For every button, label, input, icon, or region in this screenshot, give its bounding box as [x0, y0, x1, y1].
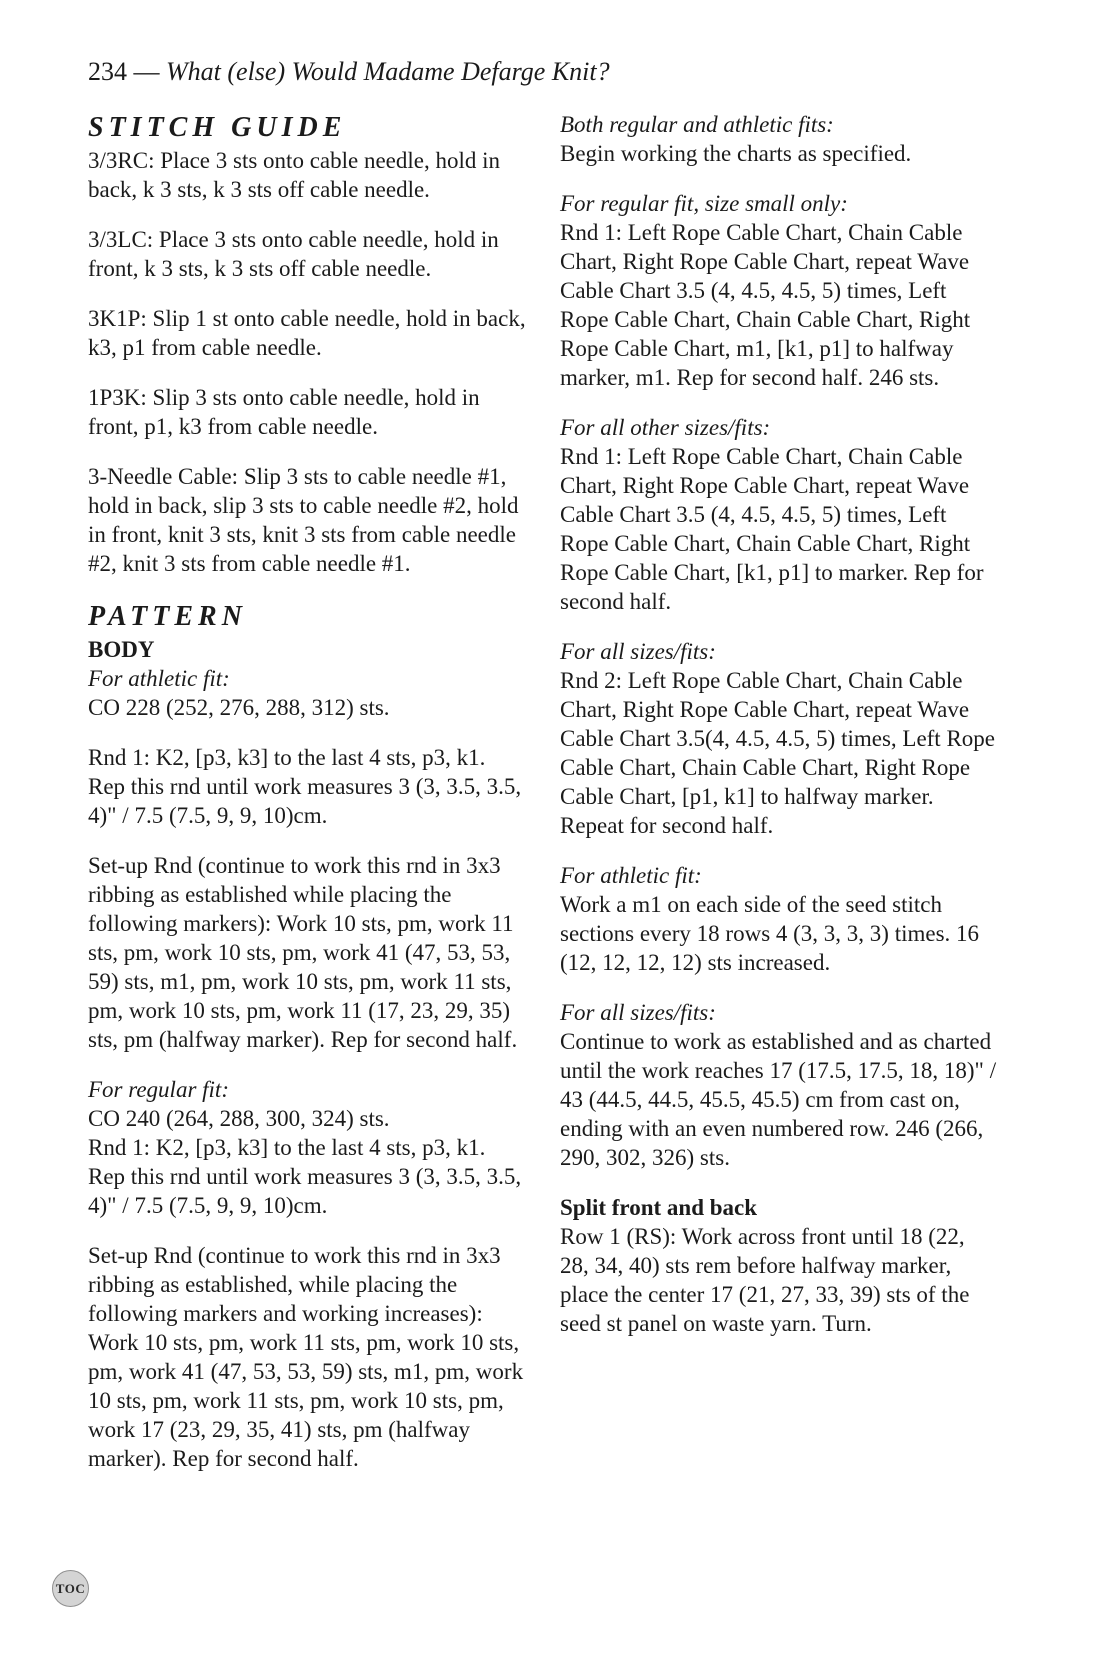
stitch-def-3-needle-cable: 3-Needle Cable: Slip 3 sts to cable needle #1, hold in back, slip 3 sts to cable needle #2, hold in front, knit 3 sts, knit 3 sts from cable needle #2, knit 3 sts from cable needle #1. [88, 464, 519, 576]
running-header [88, 56, 1060, 88]
athletic-fit-cast-on-block [88, 664, 526, 722]
athletic-fit-setup-rnd: Set-up Rnd (continue to work this rnd in 3x3 ribbing as established while placing the following markers): Work 10 sts, pm, work 11 sts, pm, work 10 sts, pm, work 41 (47, 53, 53, 59) sts, m1, pm, work 10 sts, pm, work 11 sts, pm, work 10 sts, pm, work 11 (17, 23, 29, 35) sts, pm (halfway marker). Rep for second half. [88, 853, 518, 1052]
two-column-layout [88, 110, 1060, 1473]
header-separator: — [127, 57, 166, 86]
other-sizes-block [560, 413, 998, 616]
body-subheading: BODY [88, 637, 155, 662]
both-fits-block [560, 110, 998, 168]
all-sizes-rnd2-block [560, 637, 998, 840]
both-fits-lead: Both regular and athletic fits: [560, 112, 834, 137]
toc-button[interactable] [52, 1570, 89, 1607]
continue-work-text: Continue to work as established and as charted until the work reaches 17 (17.5, 17.5, 18, 18)" / 43 (44.5, 44.5, 45.5, 45.5) cm from cast on, ending with an even numbered row. 246 (266, 290, 302, 326) sts. [560, 1029, 997, 1170]
athletic-fit-lead: For athletic fit: [88, 666, 230, 691]
stitch-def-3k1p: 3K1P: Slip 1 st onto cable needle, hold in back, k3, p1 from cable needle. [88, 306, 526, 360]
regular-fit-cast-on: CO 240 (264, 288, 300, 324) sts. [88, 1106, 390, 1131]
regular-small-lead: For regular fit, size small only: [560, 191, 848, 216]
split-front-back-text: Row 1 (RS): Work across front until 18 (22, 28, 34, 40) sts rem before halfway marker, place the center 17 (21, 27, 33, 39) sts of the seed st panel on waste yarn. Turn. [560, 1224, 970, 1336]
split-front-back-heading: Split front and back [560, 1195, 758, 1220]
both-fits-text: Begin working the charts as specified. [560, 141, 912, 166]
athletic-increase-lead: For athletic fit: [560, 863, 702, 888]
regular-small-text: Rnd 1: Left Rope Cable Chart, Chain Cable Chart, Right Rope Cable Chart, repeat Wave Cable Chart 3.5 (4, 4.5, 4.5, 5) times, Left Rope Cable Chart, Chain Cable Chart, Right Rope Cable Chart, m1, [k1, p1] to halfway marker, m1. Rep for second half. 246 sts. [560, 220, 971, 390]
toc-button-label: TOC [55, 1580, 86, 1596]
continue-work-block [560, 998, 998, 1172]
regular-small-block [560, 189, 998, 392]
athletic-increase-block [560, 861, 998, 977]
all-sizes-rnd2-lead: For all sizes/fits: [560, 639, 716, 664]
left-column [88, 110, 526, 1473]
athletic-increase-text: Work a m1 on each side of the seed stitch sections every 18 rows 4 (3, 3, 3, 3) times. 16 (12, 12, 12, 12) sts increased. [560, 892, 980, 975]
all-sizes-rnd2-text: Rnd 2: Left Rope Cable Chart, Chain Cable Chart, Right Rope Cable Chart, repeat Wave Cable Chart 3.5(4, 4.5, 4.5, 5) times, Left Rope Cable Chart, Chain Cable Chart, Right Rope Cable Chart, [p1, k1] to halfway marker. Repeat for second half. [560, 668, 996, 838]
page-number: 234 [88, 57, 127, 86]
athletic-fit-cast-on: CO 228 (252, 276, 288, 312) sts. [88, 695, 390, 720]
pattern-heading: PATTERN [88, 601, 247, 632]
split-front-back-block [560, 1193, 998, 1338]
regular-fit-rnd1: Rnd 1: K2, [p3, k3] to the last 4 sts, p3, k1. Rep this rnd until work measures 3 (3, 3.5, 3.5, 4)" / 7.5 (7.5, 9, 9, 10)cm. [88, 1135, 522, 1218]
stitch-def-1p3k: 1P3K: Slip 3 sts onto cable needle, hold in front, p1, k3 from cable needle. [88, 385, 480, 439]
stitch-guide-heading: STITCH GUIDE [88, 112, 347, 143]
regular-fit-setup-rnd: Set-up Rnd (continue to work this rnd in 3x3 ribbing as established, while placing the following markers and working increases): Work 10 sts, pm, work 11 sts, pm, work 10 sts, pm, work 41 (47, 53, 53, 59) sts, m1, pm, work 10 sts, pm, work 11 sts, pm, work 10 sts, pm, work 17 (23, 29, 35, 41) sts, pm (halfway marker). Rep for second half. [88, 1243, 524, 1471]
stitch-def-3-3rc: 3/3RC: Place 3 sts onto cable needle, hold in back, k 3 sts, k 3 sts off cable needle. [88, 148, 501, 202]
stitch-def-3-3lc: 3/3LC: Place 3 sts onto cable needle, hold in front, k 3 sts, k 3 sts off cable needle. [88, 227, 499, 281]
right-column [560, 110, 998, 1359]
regular-fit-block [88, 1075, 526, 1220]
other-sizes-lead: For all other sizes/fits: [560, 415, 771, 440]
athletic-fit-rnd1: Rnd 1: K2, [p3, k3] to the last 4 sts, p3, k1. Rep this rnd until work measures 3 (3, 3.5, 3.5, 4)" / 7.5 (7.5, 9, 9, 10)cm. [88, 745, 522, 828]
other-sizes-text: Rnd 1: Left Rope Cable Chart, Chain Cable Chart, Right Rope Cable Chart, repeat Wave Cable Chart 3.5 (4, 4.5, 4.5, 5) times, Left Rope Cable Chart, Chain Cable Chart, Right Rope Cable Chart, [k1, p1] to marker. Rep for second half. [560, 444, 984, 614]
book-title: What (else) Would Madame Defarge Knit? [166, 57, 610, 86]
continue-work-lead: For all sizes/fits: [560, 1000, 716, 1025]
regular-fit-lead: For regular fit: [88, 1077, 229, 1102]
